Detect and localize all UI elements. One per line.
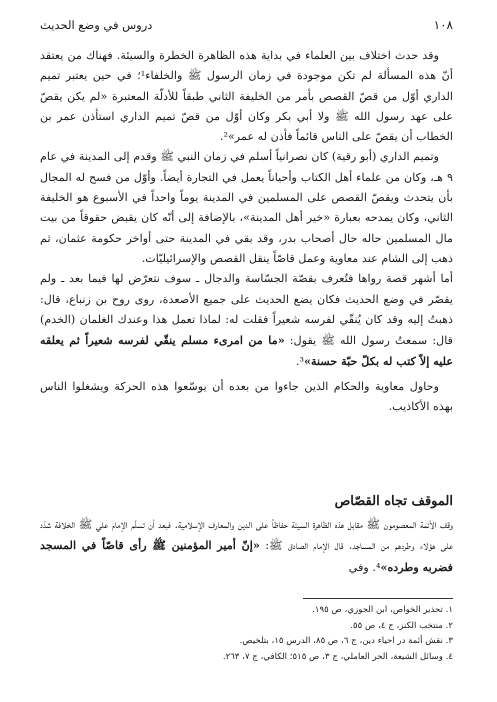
footnote-1: ١. تحذير الخواص، ابن الجوزي، ص ١٩٥. bbox=[312, 605, 453, 615]
section-paragraph-text: وقف الأئمة المعصومون ﷺ مقابل هذه الظاهرة السيئة حفاظاً على الدين والمعارف الإسلامية. فبعد أن تسلّم الإمام علي ﷺ الخلافة شدّد على هؤلاء وطردهم من المساجد. قال الإمام الصادق ﷺ: bbox=[40, 518, 454, 553]
running-header bbox=[40, 18, 453, 32]
footnote-3: ٣. نقش أئمة در احياء دين، ج ٦، ص ٨٥، الدرس ١٥، بتلخيص. bbox=[239, 636, 453, 646]
imam-quote: «إنّ أمير المؤمنين ﷺ رأى قاصّاً في المسجد فضربه وطرده» bbox=[40, 538, 453, 574]
footnote-divider bbox=[303, 598, 453, 599]
hadith-quote: «ما من امرىء مسلم ينقّي لفرسه شعيراً ثم يعلقه عليه إلاّ كتب له بكلّ حبّة حسنة» bbox=[40, 333, 453, 369]
section-tail: ⁴. وفي bbox=[348, 560, 381, 574]
main-text bbox=[40, 46, 453, 417]
paragraph-3-text: أما أشهر قصة رواها فتُعرف بقصّة الجسّاسة والدجال ـ سوف نتعرّض لها فيما بعد ـ ولم يقصّر في وضع الحديث فكان يضع الحديث على جميع الأصعدة، روى روح بن زنباع، قال: ذهبتُ إليه وقد كان يُنقّي لفرسه شعيراً فقلت له: لماذا تعمل هذا وعندك الغلمان (الخدم) قال: سمعتُ رسول الله ﷺ يقول: bbox=[40, 272, 453, 348]
page-number: ١٠٨ bbox=[433, 18, 453, 32]
footnotes bbox=[40, 603, 453, 665]
section-body bbox=[40, 515, 453, 578]
paragraph-1: وقد حدث اختلاف بين العلماء في بداية هذه الظاهرة الخطرة والسيئة. فهناك من يعتقد أنّ هذه المسألة لم تكن موجودة في زمان الرسول ﷺ والخلفاء¹؛ في حين يعتبر تميم الداري أوّل من قصّ القصص بأمر من الخليفة الثاني طبقاً للأدلّة المعتبرة «لم يكن يقصّ على عهد رسول الله ﷺ ولا أبي بكر وكان أوّل من قصّ تميم الداري استأذن عمر بن الخطاب أن يقصّ على الناس قائماً فأذن له عمر»². bbox=[40, 49, 453, 144]
footnote-ref-3: ³. bbox=[295, 355, 304, 369]
footnote-4: ٤. وسائل الشيعة، الحر العاملي، ج ٣، ص ٥١٥؛ الكافي، ج ٧، ٢٦٣. bbox=[222, 651, 453, 662]
running-title: دروس في وضع الحديث bbox=[40, 18, 153, 32]
paragraph-3 bbox=[40, 269, 453, 372]
footnote-2: ٢. منتخب الكنز، ج ٤، ص ٥٥. bbox=[350, 620, 453, 631]
section-heading: الموقف تجاه القصّاص bbox=[334, 494, 453, 509]
paragraph-2: وتميم الداري (أبو رقية) كان نصرانياً أسلم في زمان النبي ﷺ وقدم إلى المدينة في عام ٩ هـ، وكان من علماء أهل الكتاب وأحياناً يعمل في التجارة أيضاً. وأوّل من فسح له المجال بأن يتحدث ويقصّ القصص على المسلمين في المدينة يوماً واحداً في الأسبوع هو الخليفة الثاني، وكان يمدحه بعبارة «خير أهل المدينة»، بالإضافة إلى أنّه كان يقبض حقوقاً من بيت مال المسلمين حاله حال أصحاب بدر، وقد بقي في المدينة حتى أواخر حكومة عثمان، ثم ذهب إلى الشام عند معاوية وعمل قاصّاً ينقل القصص والإسرائيليّات. bbox=[40, 150, 453, 265]
section-paragraph bbox=[40, 515, 453, 578]
paragraph-4: وحاول معاوية والحكام الذين جاءوا من بعده أن يوسّعوا هذه الحركة ويشغلوا الناس بهذه الأكاذيب. bbox=[40, 379, 453, 414]
